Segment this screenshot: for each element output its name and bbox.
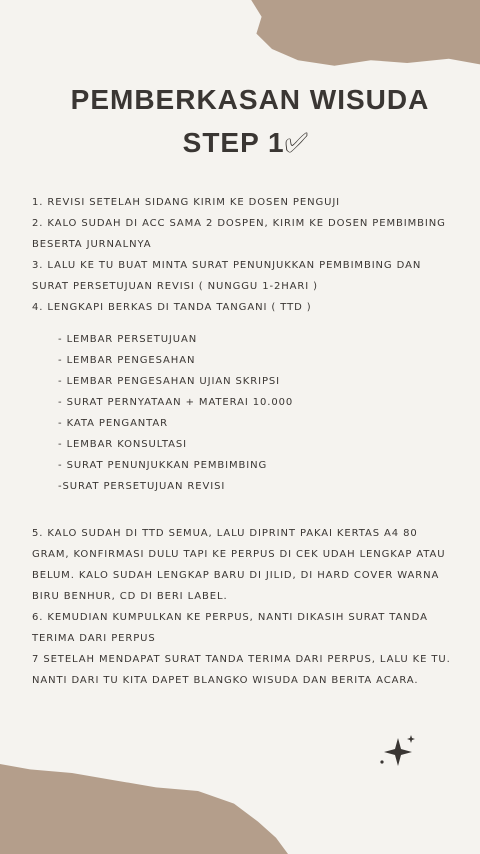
check-mark-icon: ✅︎ (284, 127, 310, 158)
document-list (58, 329, 452, 497)
list-item: - KATA PENGANTAR (58, 418, 169, 429)
step-2: 2. KALO SUDAH DI ACC SAMA 2 DOSPEN, KIRIM KE DOSEN PEMBIMBING BESERTA JURNALNYA (32, 218, 446, 250)
page-title: PEMBERKASAN WISUDA (70, 84, 430, 115)
page-subtitle (6, 127, 480, 160)
list-item: - SURAT PERNYATAAN + MATERAI 10.000 (58, 397, 294, 408)
step-6: 6. KEMUDIAN KUMPULKAN KE PERPUS, NANTI DIKASIH SURAT TANDA TERIMA DARI PERPUS (32, 612, 428, 644)
instructions (32, 192, 452, 691)
torn-paper-top-decoration (220, 0, 480, 70)
torn-paper-bottom-decoration (0, 764, 300, 854)
list-item: - SURAT PENUNJUKKAN PEMBIMBING (58, 460, 268, 471)
step-5: 5. KALO SUDAH DI TTD SEMUA, LALU DIPRINT PAKAI KERTAS A4 80 GRAM, KONFIRMASI DULU TAPI KE PERPUS DI CEK UDAH LENGKAP ATAU BELUM. KALO SUDAH LENGKAP BARU DI JILID, DI HARD COVER WARNA BIRU BENHUR, CD DI BERI LABEL. (32, 528, 446, 602)
list-item: - LEMBAR PERSETUJUAN (58, 334, 198, 345)
step-label: STEP 1 (182, 127, 285, 158)
step-7: 7 SETELAH MENDAPAT SURAT TANDA TERIMA DARI PERPUS, LALU KE TU. NANTI DARI TU KITA DAPET BLANGKO WISUDA DAN BERITA ACARA. (32, 654, 451, 686)
sparkle-icon (378, 734, 418, 770)
list-item: - LEMBAR PENGESAHAN (58, 355, 196, 366)
list-item: - LEMBAR KONSULTASI (58, 439, 187, 450)
step-4: 4. LENGKAPI BERKAS DI TANDA TANGANI ( TTD ) (32, 302, 312, 313)
list-item: - LEMBAR PENGESAHAN UJIAN SKRIPSI (58, 376, 280, 387)
step-1: 1. REVISI SETELAH SIDANG KIRIM KE DOSEN PENGUJI (32, 197, 341, 208)
list-item: -SURAT PERSETUJUAN REVISI (58, 481, 226, 492)
step-3: 3. LALU KE TU BUAT MINTA SURAT PENUNJUKKAN PEMBIMBING DAN SURAT PERSETUJUAN REVISI ( NUNGGU 1-2HARI ) (32, 260, 422, 292)
